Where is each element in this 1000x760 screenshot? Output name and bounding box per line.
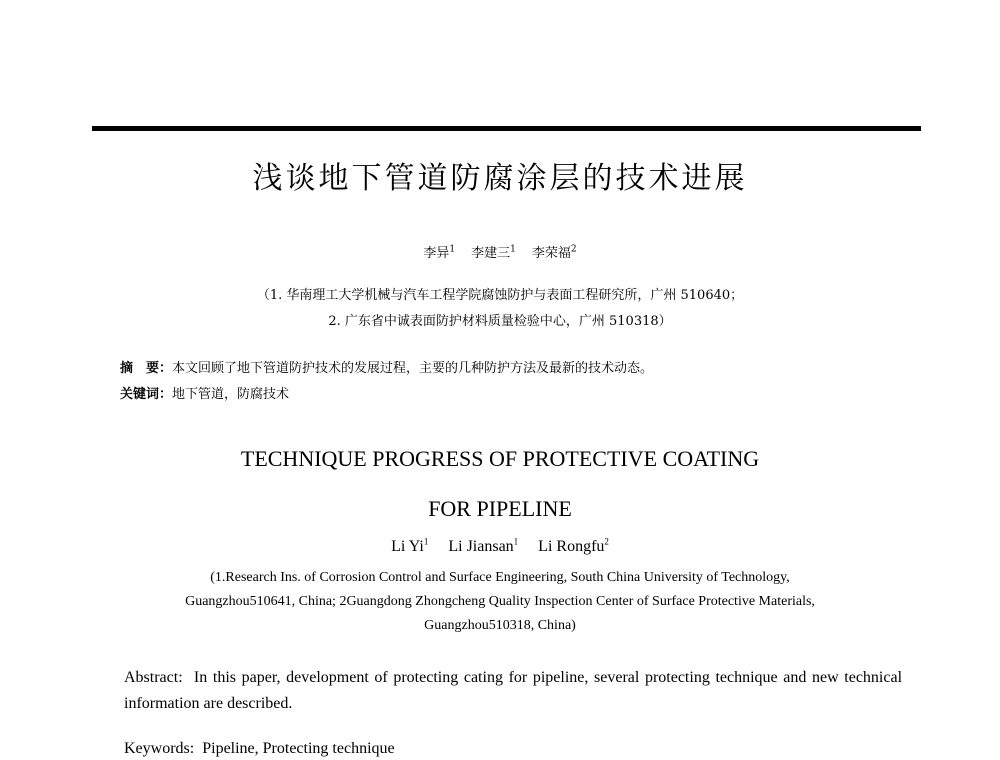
english-author: Li Yi$^1$ bbox=[391, 536, 429, 555]
chinese-author: 李建三$^1$ bbox=[471, 244, 516, 261]
chinese-author: 李荣福$^2$ bbox=[531, 244, 577, 261]
chinese-keywords-text: 地下管道，防腐技术 bbox=[172, 387, 290, 402]
english-abstract-label: Abstract: bbox=[124, 669, 183, 686]
chinese-abstract-text: 本文回顾了地下管道防护技术的发展过程，主要的几种防护方法及最新的技术动态。 bbox=[172, 361, 654, 376]
english-authors bbox=[0, 538, 1000, 556]
chinese-affiliations bbox=[0, 283, 1000, 335]
english-abstract-text: In this paper, development of protecting cating for pipeline, several protecting technique and new technical information are described. bbox=[124, 669, 903, 712]
english-affiliation-line: Guangzhou510641, China; 2Guangdong Zhongcheng Quality Inspection Center of Surface Protective Materials, bbox=[185, 594, 815, 609]
chinese-authors bbox=[0, 242, 1000, 261]
english-keywords-text: Pipeline, Protecting technique bbox=[202, 740, 395, 757]
english-title-line-1: TECHNIQUE PROGRESS OF PROTECTIVE COATING bbox=[240, 446, 760, 471]
english-affiliation-line: (1.Research Ins. of Corrosion Control and Surface Engineering, South China University of Technology, bbox=[210, 570, 790, 585]
english-author: Li Rongfu$^2$ bbox=[538, 536, 609, 555]
english-abstract bbox=[124, 665, 902, 717]
header-rule bbox=[92, 126, 921, 131]
chinese-title: 浅谈地下管道防腐涂层的技术进展 bbox=[252, 161, 748, 196]
english-affiliation-line: Guangzhou510318, China) bbox=[424, 618, 576, 633]
english-author: Li Jiansan$^1$ bbox=[448, 536, 519, 555]
english-title-line-2: FOR PIPELINE bbox=[428, 496, 572, 521]
english-affiliations bbox=[0, 566, 1000, 638]
chinese-author: 李异$^1$ bbox=[423, 244, 456, 261]
chinese-keywords bbox=[120, 382, 920, 408]
chinese-affiliation-line: （1. 华南理工大学机械与汽车工程学院腐蚀防护与表面工程研究所，广州 510640； bbox=[256, 288, 744, 303]
chinese-keywords-label: 关键词： bbox=[120, 387, 173, 402]
chinese-abstract bbox=[120, 356, 920, 382]
english-keywords bbox=[124, 740, 902, 758]
chinese-affiliation-line: 2. 广东省中诚表面防护材料质量检验中心，广州 510318） bbox=[328, 314, 672, 329]
chinese-abstract-label: 摘 要： bbox=[120, 361, 173, 376]
english-keywords-label: Keywords: bbox=[124, 740, 195, 757]
chinese-abstract-block bbox=[120, 356, 920, 408]
